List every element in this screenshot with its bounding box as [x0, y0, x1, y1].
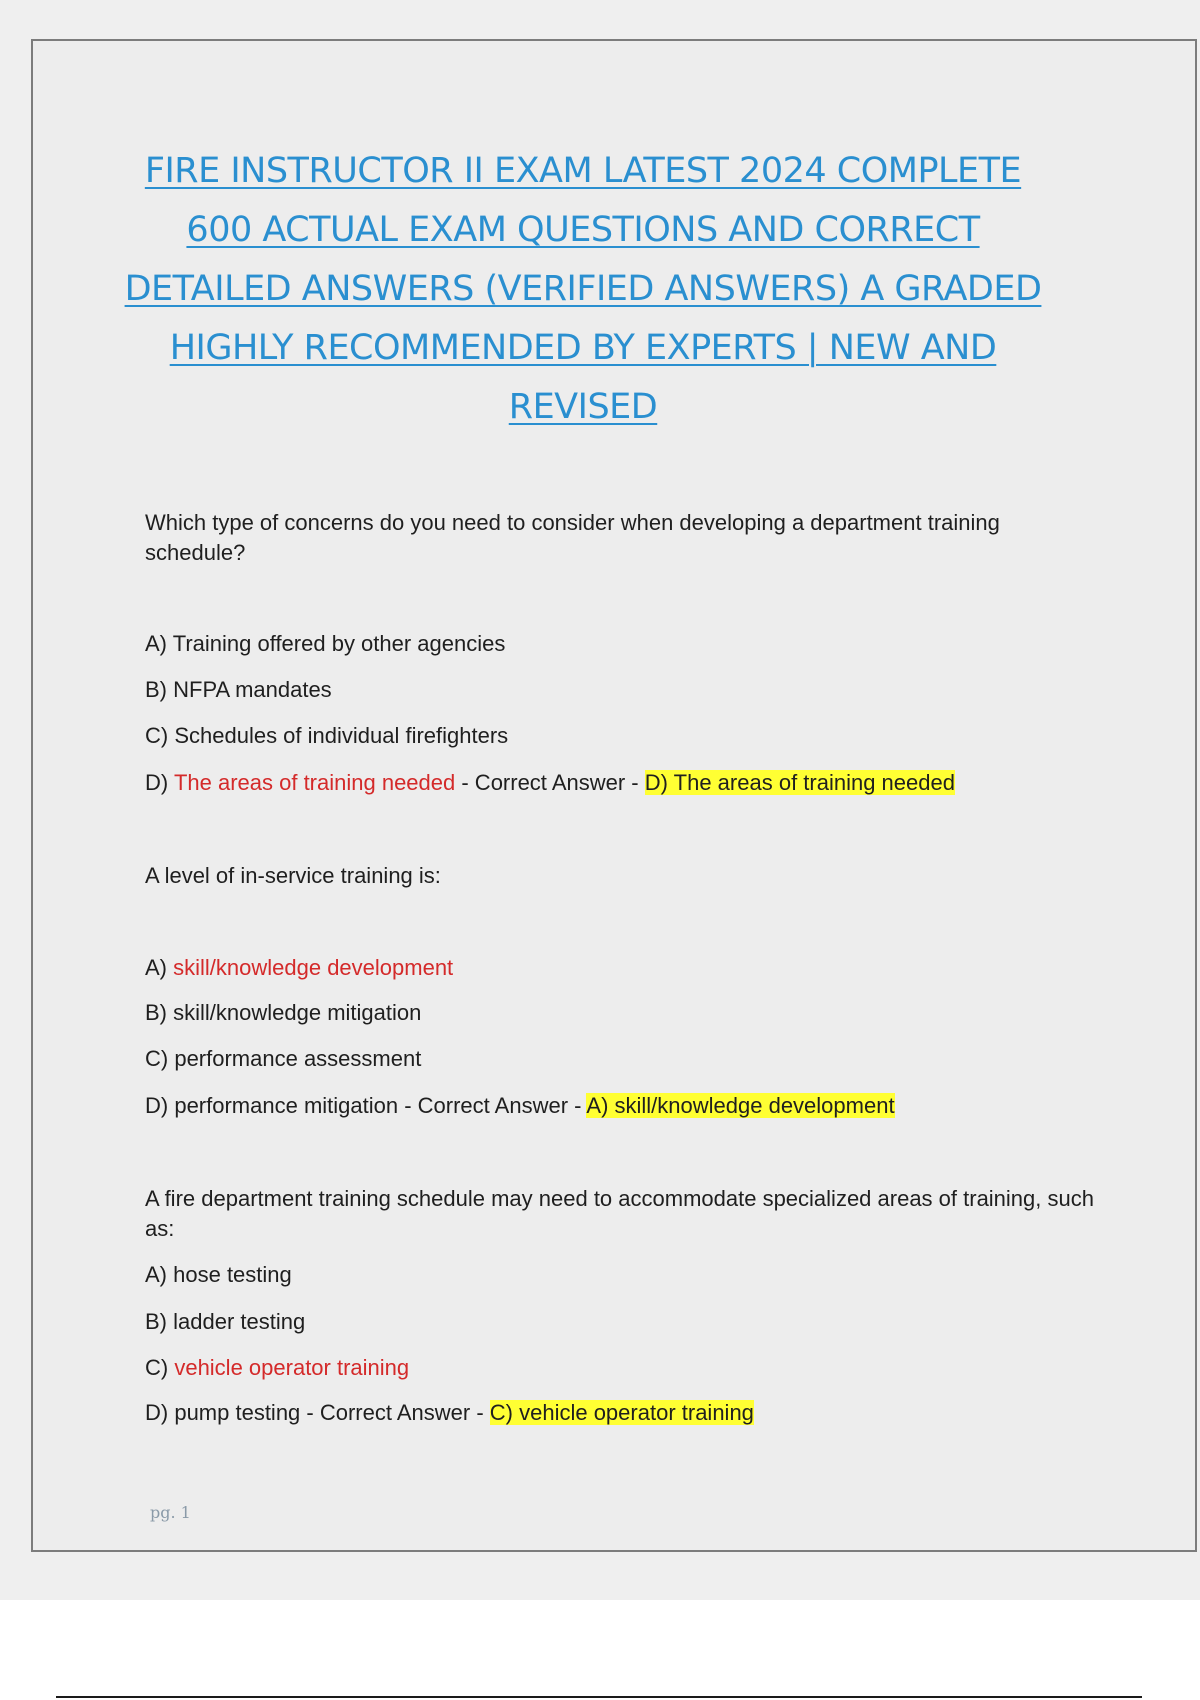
question-1-option-b: [145, 675, 1095, 705]
option-text: hose testing: [173, 1262, 292, 1287]
question-1-text: Which type of concerns do you need to consider when developing a department training schedule?: [145, 510, 1000, 565]
option-prefix: C): [145, 723, 175, 748]
option-prefix: D): [145, 1400, 175, 1425]
question-2-option-c: [145, 1044, 1095, 1074]
answer-separator: - Correct Answer -: [300, 1400, 490, 1425]
question-3-option-b: [145, 1307, 1095, 1337]
question-2-option-a: [145, 953, 1095, 983]
option-text: skill/knowledge mitigation: [173, 1000, 422, 1025]
question-2-option-b: [145, 998, 1095, 1028]
question-3-option-c: [145, 1353, 1095, 1383]
question-2-text: A level of in-service training is:: [145, 863, 441, 888]
option-prefix: A): [145, 1262, 174, 1287]
option-text: performance mitigation: [174, 1093, 399, 1118]
option-text-correct: The areas of training needed: [173, 770, 456, 795]
option-text: NFPA mandates: [173, 677, 332, 702]
option-text: performance assessment: [174, 1046, 422, 1071]
correct-answer-highlight: A) skill/knowledge development: [586, 1093, 895, 1118]
document-title: FIRE INSTRUCTOR II EXAM LATEST 2024 COMPLETE 600 ACTUAL EXAM QUESTIONS AND CORRECT DETAILED ANSWERS (VERIFIED ANSWERS) A GRADED HIGHLY RECOMMENDED BY EXPERTS | NEW AND REVISED: [124, 151, 1042, 427]
question-3-text: A fire department training schedule may need to accommodate specialized areas of training, such as:: [145, 1186, 1094, 1241]
option-prefix: C): [145, 1046, 175, 1071]
option-prefix: D): [145, 770, 174, 795]
option-text: Schedules of individual firefighters: [174, 723, 509, 748]
option-prefix: C): [145, 1355, 175, 1380]
option-text: Training offered by other agencies: [172, 631, 506, 656]
option-text-correct: vehicle operator training: [174, 1355, 410, 1380]
option-prefix: A): [145, 631, 173, 656]
footer-rule: [56, 1696, 1142, 1698]
correct-answer-highlight: D) The areas of training needed: [644, 770, 955, 795]
question-3-option-a: [145, 1260, 1095, 1290]
question-1-option-c: [145, 721, 1095, 751]
question-1-option-a: [145, 629, 1095, 659]
option-text: ladder testing: [173, 1309, 306, 1334]
option-prefix: D): [145, 1093, 175, 1118]
answer-separator: - Correct Answer -: [455, 770, 645, 795]
option-text: pump testing: [174, 1400, 301, 1425]
option-prefix: B): [145, 677, 174, 702]
question-3-option-d: [145, 1398, 1095, 1428]
answer-separator: - Correct Answer -: [398, 1093, 587, 1118]
question-2-option-d: [145, 1091, 1095, 1121]
option-prefix: B): [145, 1000, 174, 1025]
option-text-correct: skill/knowledge development: [173, 955, 454, 980]
option-prefix: A): [145, 955, 174, 980]
correct-answer-highlight: C) vehicle operator training: [489, 1400, 754, 1425]
option-prefix: B): [145, 1309, 174, 1334]
question-1-option-d: [145, 768, 1095, 798]
page-number: pg. 1: [150, 1503, 191, 1522]
